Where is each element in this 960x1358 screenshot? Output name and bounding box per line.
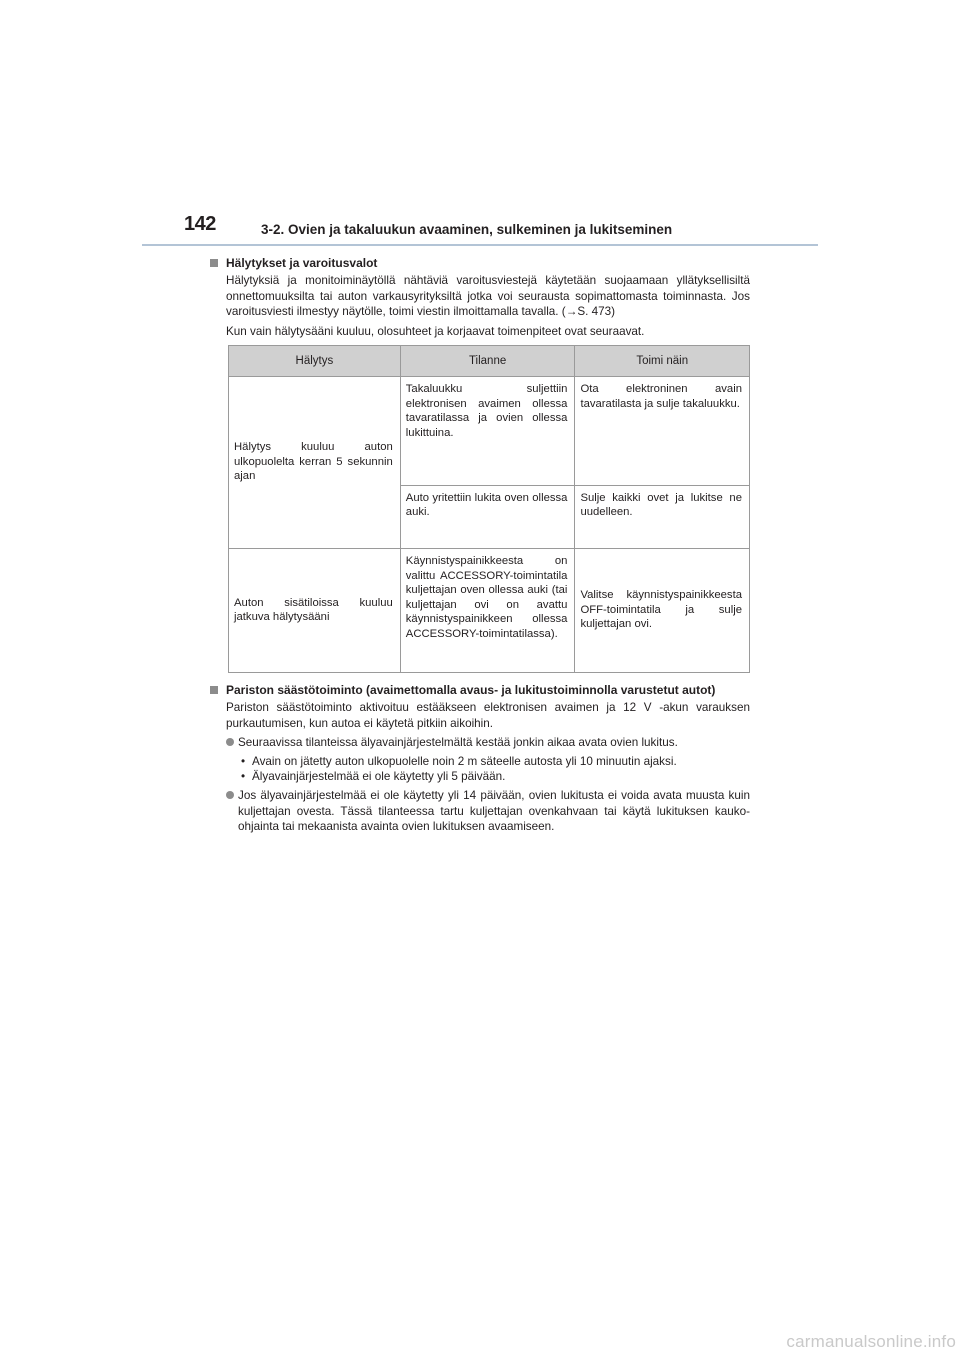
square-bullet-icon [210, 686, 218, 694]
column-header-action: Toimi näin [575, 346, 750, 377]
alerts-heading [210, 256, 750, 271]
bullet-text: Seuraavissa tilanteissa älyavainjärjestelmältä kestää jonkin aikaa avata ovien lukitus. [238, 736, 678, 750]
list-item [226, 735, 750, 750]
section-title: 3-2. Ovien ja takaluukun avaaminen, sulkeminen ja lukitseminen [261, 222, 673, 237]
square-bullet-icon [210, 259, 218, 267]
action-cell: Sulje kaikki ovet ja lukitse ne uudelleen. [575, 485, 750, 548]
bullet-text: Jos älyavainjärjestelmää ei ole käytetty yli 14 päivään, ovien lukitusta ei voida avata muusta kuin kuljettajan ovesta. Tässä tilanteessa tartu kuljettajan ovenkahvaan tai käytä lukituksen kauko-ohjainta tai mekaanista avainta ovien lukituksen avaamiseen. [238, 789, 750, 834]
column-header-alert: Hälytys [229, 346, 401, 377]
action-cell: Valitse käynnistyspainikkeesta OFF-toimintatila ja sulje kuljettajan ovi. [575, 549, 750, 673]
watermark: carmanualsonline.info [786, 1332, 956, 1351]
small-bullet-icon: • [241, 754, 246, 768]
alerts-table [228, 345, 750, 673]
alert-cell: Auton sisätiloissa kuuluu jatkuva hälytysääni [229, 549, 401, 673]
alerts-intro-paragraph: Hälytyksiä ja monitoiminäytöllä nähtäviä varoitusviestejä käytetään suojaamaan yllätyksellisiltä onnettomuuksilta tai auton varkausyrityksiltä jotka voi seurausta sopimattomasta toiminnasta. Jos varoitusviesti ilmestyy näytölle, toimi viestin ilmoittamalla tavalla. (→S. 473) [226, 274, 750, 319]
battery-saving-paragraph: Pariston säästötoiminto aktivoituu estääkseen elektronisen avaimen ja 12 V -akun varauksen purkautumisen, kun autoa ei käytetä pitkiin aikoihin. [226, 701, 750, 730]
situation-cell: Käynnistyspainikkeesta on valittu ACCESSORY-toimintatila kuljettajan oven ollessa auki (tai kuljettajan ovi on avattu käynnistyspainikkeen ollessa ACCESSORY-toimintatilassa). [400, 549, 575, 673]
sub-item-text: Avain on jätetty auton ulkopuolelle noin 2 m säteelle autosta yli 10 minuutin ajaksi. [252, 754, 677, 768]
round-bullet-icon [226, 738, 234, 746]
battery-saving-heading-text: Pariston säästötoiminto (avaimettomalla avaus- ja lukitustoiminnolla varustetut autot) [226, 683, 716, 698]
situation-cell: Auto yritettiin lukita oven ollessa auki. [400, 485, 575, 548]
alert-cell: Hälytys kuuluu auton ulkopuolelta kerran 5 sekunnin ajan [229, 377, 401, 549]
header-divider [142, 244, 818, 246]
small-bullet-icon: • [241, 770, 246, 784]
alerts-heading-text: Hälytykset ja varoitusvalot [226, 256, 378, 270]
sub-item-text: Älyavainjärjestelmää ei ole käytetty yli 5 päivään. [252, 770, 506, 784]
battery-saving-heading [210, 683, 750, 698]
table-row [229, 377, 750, 486]
column-header-situation: Tilanne [400, 346, 575, 377]
round-bullet-icon [226, 791, 234, 799]
sub-list-item [238, 769, 750, 784]
situation-cell: Takaluukku suljettiin elektronisen avaimen ollessa tavaratilassa ja ovien ollessa lukittuina. [400, 377, 575, 486]
table-row [229, 549, 750, 673]
table-header-row [229, 346, 750, 377]
action-cell: Ota elektroninen avain tavaratilasta ja sulje takaluukku. [575, 377, 750, 486]
sub-list-item [238, 754, 750, 769]
page-header [0, 0, 960, 250]
alerts-table-intro: Kun vain hälytysääni kuuluu, olosuhteet ja korjaavat toimenpiteet ovat seuraavat. [226, 324, 645, 338]
page-number: 142 [184, 213, 216, 235]
list-item [226, 788, 750, 834]
page-content [210, 256, 750, 835]
